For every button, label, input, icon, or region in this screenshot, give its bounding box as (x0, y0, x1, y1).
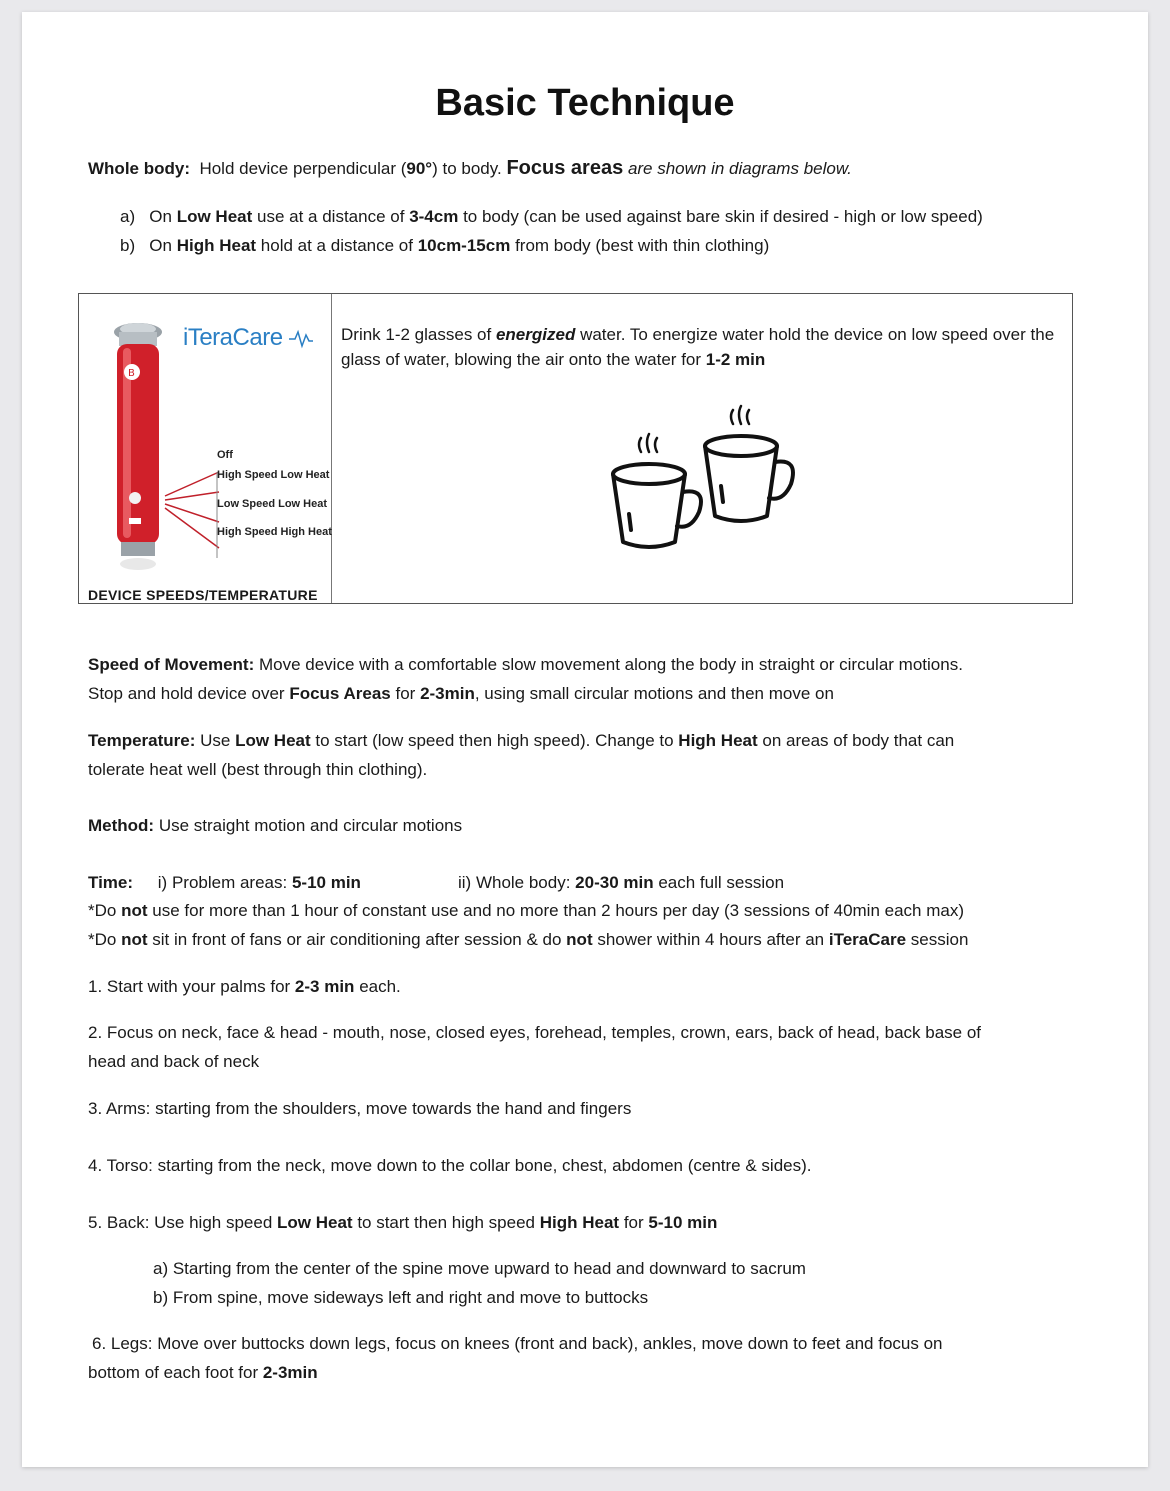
problem-area-time: 5-10 min (291, 873, 361, 892)
whole-body-time: 20-30 min (575, 873, 654, 892)
step-text: each. (359, 977, 401, 996)
method-text: Use straight motion and circular motions (158, 816, 463, 835)
distance-value: 10cm-15cm (417, 236, 511, 255)
time-text: ii) Whole body: (458, 873, 571, 892)
heat-text: use at a distance of (257, 207, 405, 226)
step-text: 1. Start with your palms for (88, 977, 291, 996)
speed-low-low-label: Low Speed Low Heat (217, 498, 328, 510)
speed-text: , using small circular motions and then move on (474, 684, 834, 703)
time-text: each full session (658, 873, 785, 892)
whole-body-label: Whole body: (88, 159, 190, 178)
drink-instructions (341, 322, 1061, 372)
note-text: sit in front of fans or air conditioning after session & do (152, 930, 562, 949)
document-page (22, 12, 1148, 1467)
step-5 (88, 1212, 717, 1234)
speed-of-movement-text: Move device with a comfortable slow movement along the body in straight or circular motions. (258, 655, 963, 674)
high-heat-label: High Heat (678, 731, 758, 750)
drink-text-cont: water. To energize water hold the device on low speed over the glass of water, blowing the air onto the water for (341, 325, 1055, 369)
temperature-label: Temperature: (88, 731, 196, 750)
step-time: 2-3min (262, 1363, 318, 1382)
heat-text: On (149, 207, 172, 226)
step-6-line2 (88, 1362, 318, 1384)
focus-areas-bold: Focus Areas (289, 684, 391, 703)
angle-value: 90° (406, 159, 433, 178)
time-line (88, 872, 361, 894)
svg-text:B: B (128, 368, 135, 379)
hold-time: 2-3min (420, 684, 475, 703)
note-text: *Do (88, 901, 117, 920)
note-2 (88, 929, 968, 951)
temperature-line1 (88, 730, 954, 752)
step-6-line1: 6. Legs: Move over buttocks down legs, focus on knees (front and back), ankles, move down to feet and focus on (92, 1334, 943, 1353)
note-text: session (910, 930, 969, 949)
step-text: to start then high speed (357, 1213, 535, 1232)
note-text: use for more than 1 hour of constant use and no more than 2 hours per day (3 sessions of 40min each max) (152, 901, 964, 920)
step-text: bottom of each foot for (88, 1363, 259, 1382)
high-heat-label: High Heat (539, 1213, 620, 1232)
heat-item-a (120, 206, 983, 228)
energized-word: energized (495, 325, 576, 344)
method-line (88, 815, 462, 837)
step-time: 5-10 min (648, 1213, 718, 1232)
speed-of-movement-line2 (88, 683, 834, 705)
step-text: 5. Back: Use high speed (88, 1213, 273, 1232)
speed-high-low-label: High Speed Low Heat (217, 469, 330, 481)
not-word: not (121, 930, 148, 949)
heat-text: hold at a distance of (260, 236, 413, 255)
step-4: 4. Torso: starting from the neck, move down to the collar bone, chest, abdomen (centre & sides). (88, 1156, 812, 1175)
not-word: not (121, 901, 148, 920)
brand-bold: iTeraCare (828, 930, 907, 949)
not-word: not (566, 930, 593, 949)
temp-text: to start (low speed then high speed). Change to (315, 731, 674, 750)
whole-body-text: Hold device perpendicular ( (199, 159, 407, 178)
time-text: i) Problem areas: (157, 873, 288, 892)
step-text: for (623, 1213, 644, 1232)
step-5-sub-b: b) From spine, move sideways left and right and move to buttocks (153, 1288, 649, 1307)
speed-high-high-label: High Speed High Heat (217, 526, 332, 538)
step-time: 2-3 min (294, 977, 355, 996)
low-heat-label: Low Heat (176, 207, 253, 226)
time-line-whole (458, 872, 784, 894)
distance-value: 3-4cm (409, 207, 459, 226)
list-marker: b) (120, 236, 136, 255)
heat-text: from body (best with thin clothing) (515, 236, 770, 255)
device-info-box (78, 293, 1073, 604)
temp-text: Use (200, 731, 231, 750)
low-heat-label: Low Heat (277, 1213, 353, 1232)
step-2-line2: head and back of neck (88, 1052, 260, 1071)
brand-logo: iTeraCare (183, 324, 283, 351)
step-1 (88, 976, 401, 998)
speed-of-movement-line1 (88, 654, 963, 676)
high-heat-label: High Heat (176, 236, 257, 255)
mugs-icon (599, 404, 799, 554)
speed-off-label: Off (217, 449, 233, 461)
list-marker: a) (120, 207, 136, 226)
drink-duration: 1-2 min (705, 350, 766, 369)
whole-body-text-end: ) to body. (432, 159, 502, 178)
note-text: shower within 4 hours after an (597, 930, 825, 949)
time-label: Time: (88, 873, 134, 892)
step-3: 3. Arms: starting from the shoulders, move towards the hand and fingers (88, 1099, 632, 1118)
whole-body-line (88, 157, 852, 180)
speed-text: for (395, 684, 416, 703)
heat-text: to body (can be used against bare skin if desired - high or low speed) (463, 207, 983, 226)
focus-areas-note: are shown in diagrams below. (627, 159, 852, 178)
note-1 (88, 900, 964, 922)
focus-areas-label: Focus areas (506, 157, 624, 179)
device-caption: DEVICE SPEEDS/TEMPERATURE (88, 587, 318, 603)
speed-of-movement-label: Speed of Movement: (88, 655, 255, 674)
speed-text: Stop and hold device over (88, 684, 285, 703)
method-label: Method: (88, 816, 155, 835)
heat-text: On (149, 236, 172, 255)
note-text: *Do (88, 930, 117, 949)
wave-icon (288, 329, 314, 349)
page-title: Basic Technique (435, 82, 735, 124)
temp-text: on areas of body that can (762, 731, 955, 750)
heat-item-b (120, 235, 769, 257)
step-5-sub-a: a) Starting from the center of the spine move upward to head and downward to sacrum (153, 1259, 806, 1278)
drink-text: Drink 1-2 glasses of (341, 325, 492, 344)
low-heat-label: Low Heat (235, 731, 311, 750)
temperature-line2: tolerate heat well (best through thin clothing). (88, 760, 428, 779)
step-2-line1: 2. Focus on neck, face & head - mouth, nose, closed eyes, forehead, temples, crown, ears, back of head, back base of (88, 1023, 982, 1042)
